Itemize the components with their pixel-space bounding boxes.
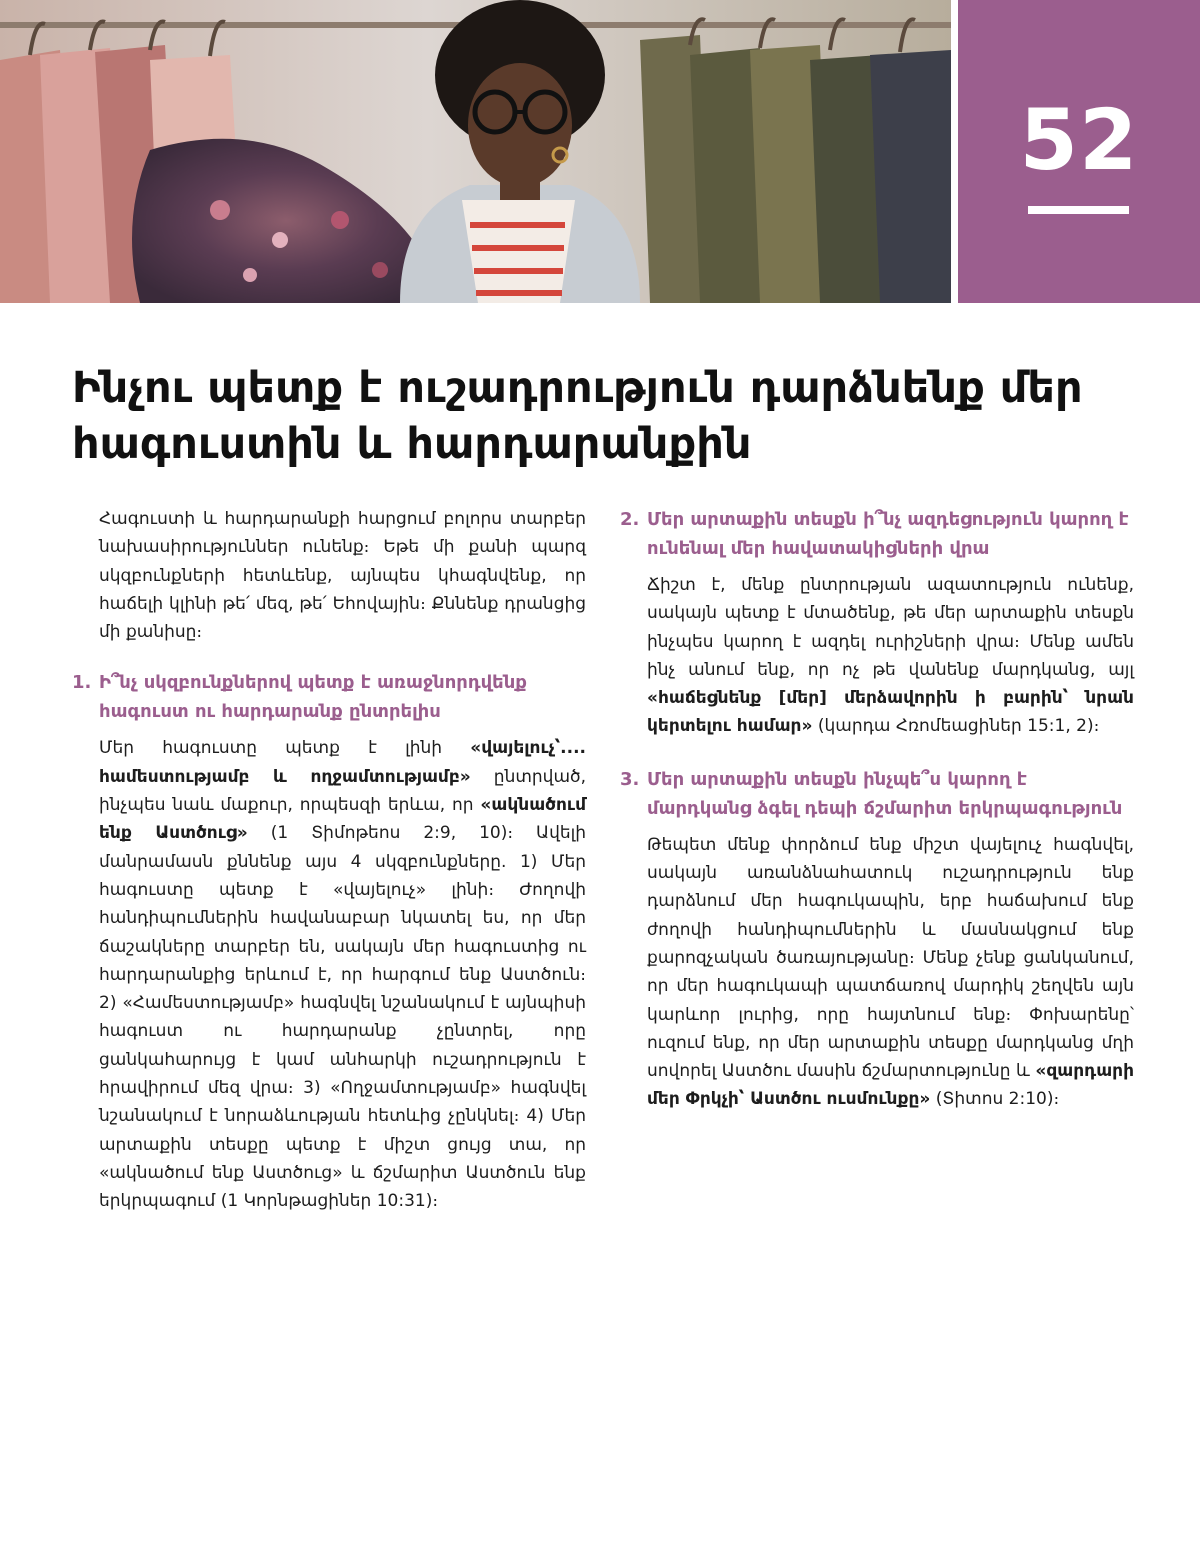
section-heading-text: Ի՞նչ սկզբունքներով պետք է առաջնորդվենք հագուստ ու հարդարանք ընտրելիս (99, 672, 527, 723)
lesson-underline (1028, 206, 1129, 214)
emphasis-quote: «ակնածում ենք Աստծուց» (99, 795, 586, 844)
hero-photo (0, 0, 951, 303)
body-text: (կարդա Հռոմեացիներ 15:1, 2)։ (812, 716, 1100, 737)
section-heading-text: Մեր արտաքին տեսքն ինչպե՞ս կարող է մարդկանց ձգել դեպի ճշմարիտ երկրպագություն (647, 768, 1123, 819)
body-text: (1 Տիմոթեոս 2:9, 10)։ Ավելի մանրամասն քննենք այս 4 սկզբունքները. 1) Մեր հագուստը պետք է «վայելուչ» լինի։ Ժողովի հանդիպումներին հավանաբար նկատել ես, որ մեր ճաշակները տարբեր են, սակայն մեր հագուստից ու հարդարանքից երևում է, որ հարգում ենք Աստծուն։ 2) «Համեստությամբ» հագնվել նշանակում է այնպիսի հագուստ ու հարդարանք չընտրել, որը ցանկահարույց է կամ անհարկի ուշադրություն է հրավիրում մեզ վրա։ 3) «Ողջամտությամբ» հագնվել նշանակում է նորաձևության հետևից չընկնել։ 4) Մեր արտաքին տեսքը պետք է միշտ ցույց տա, որ «ակնածում ենք Աստծուց» և ճշմարիտ Աստծուն ենք երկրպագում (1 Կորնթացիներ 10:31)։ (99, 823, 587, 1212)
section-heading-2 (620, 505, 1134, 563)
body-text: Թեպետ մենք փորձում ենք միշտ վայելուչ հագնվել, սակայն առանձնահատուկ ուշադրություն ենք դարձնում մեր հագուկապին, երբ հաճախում ենք ժողովի հանդիպումներին և մասնակցում ենք քարոզչական ծառայությանը։ Մենք չենք ցանկանում, որ մեր հագուկապի պատճառով մարդիկ շեղվեն այն կարևոր լուրից, որը հայտնում ենք։ Փոխարենը՝ ուզում ենք, որ մեր արտաքին տեսքը մարդկանց մղի սովորել Աստծու մասին ճշմարտությունը և (647, 834, 1134, 1082)
page-title: Ինչու պետք է ուշադրություն դարձնենք մեր հագուստին և հարդարանքին (72, 363, 1083, 469)
section-number: 3. (620, 768, 640, 790)
section-heading-3 (620, 765, 1134, 823)
body-text: Մեր հագուստը պետք է լինի (99, 738, 471, 759)
section-heading-text: Մեր արտաքին տեսքն ի՞նչ ազդեցություն կարող է ունենալ մեր հավատակիցների վրա (647, 509, 1129, 559)
section-number: 1. (72, 672, 92, 694)
right-column (620, 505, 1134, 1114)
section-heading-1 (72, 668, 586, 726)
body-text: ընտրված, ինչպես նաև մաքուր, որպեսզի երևա, որ (99, 766, 586, 816)
emphasis-quote: «զարդարի մեր Փրկչի՝ Աստծու ուսմունքը» (647, 1061, 1134, 1110)
section-body-3 (647, 831, 1134, 1114)
body-text: Ճիշտ է, մենք ընտրության ազատություն ունենք, սակայն պետք է մտածենք, թե մեր արտաքին տեսքն ինչպես կարող է ազդել ուրիշների վրա։ Մենք ամեն ինչ անում ենք, որ ոչ թե վանենք մարդկանց, այլ (647, 575, 1134, 680)
lesson-badge (958, 0, 1200, 303)
lesson-number: 52 (1019, 91, 1139, 189)
section-body-2 (647, 571, 1134, 741)
section-number: 2. (620, 509, 640, 530)
left-column (72, 505, 586, 1216)
emphasis-quote: «հաճեցնենք [մեր] մերձավորին ի բարին՝ նրան կերտելու համար» (647, 688, 1134, 737)
body-text: (Տիտոս 2:10)։ (930, 1089, 1060, 1110)
emphasis-quote: «վայելուչ՝.... համեստությամբ և ողջամտությամբ» (99, 738, 586, 787)
intro-paragraph: Հագուստի և հարդարանքի հարցում բոլորս տարբեր նախասիրություններ ունենք։ Եթե մի քանի պարզ սկզբունքների հետևենք, այնպես կհագնվենք, որ հաճելի կլինի թե՛ մեզ, թե՛ Եհովային։ Քննենք դրանցից մի քանիսը։ (99, 509, 586, 643)
section-body-1 (99, 734, 586, 1215)
